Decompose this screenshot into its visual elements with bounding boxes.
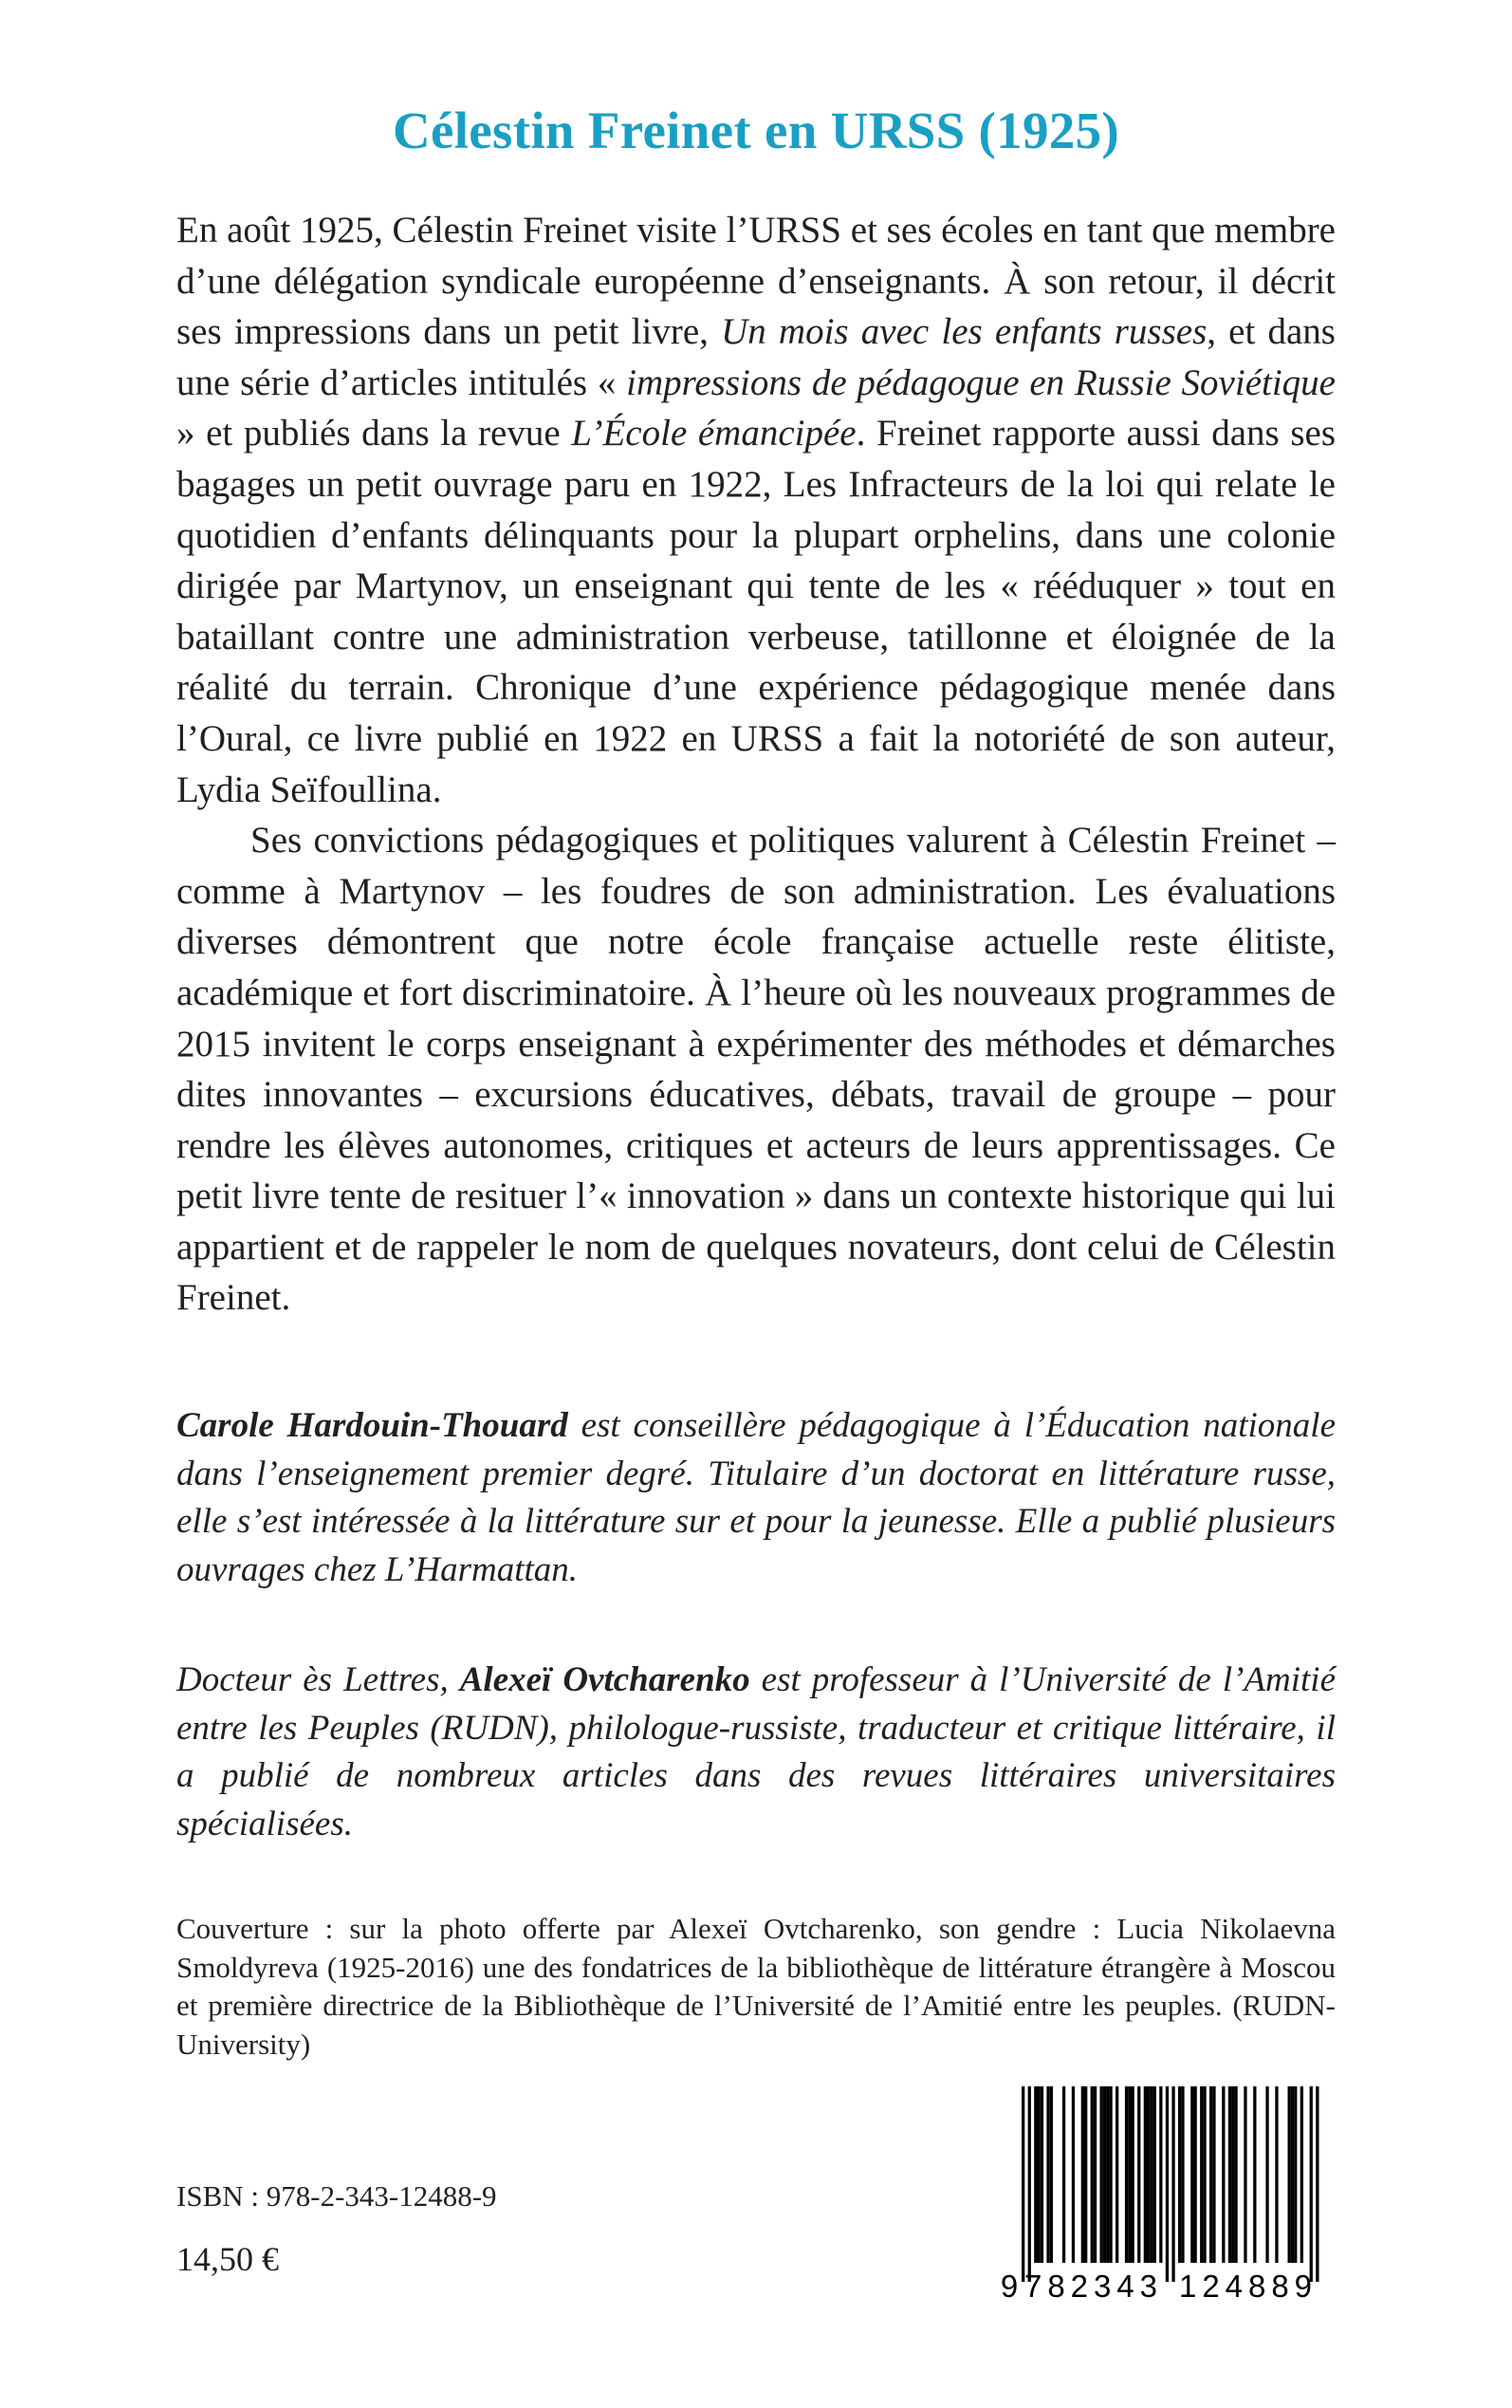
barcode-bar [1291,2086,1294,2263]
barcode-bar [1132,2086,1134,2263]
barcode-bar [1288,2086,1291,2263]
barcode-bar [1194,2086,1197,2263]
barcode-bar [1084,2086,1087,2263]
barcode-bar [1166,2086,1169,2282]
barcode-bar [1028,2086,1031,2282]
barcode-bar [1062,2086,1065,2263]
author-bio-hardouin [176,1402,1336,1594]
barcode-bar [1265,2086,1268,2263]
bold-name: Alexeï Ovtcharenko [459,1660,750,1699]
barcode-bar [1222,2086,1225,2263]
barcode-bar [1072,2086,1075,2263]
price: 14,50 € [176,2240,279,2278]
barcode-bar [1190,2086,1193,2263]
barcode-right-digits: 124889 [1179,2269,1312,2304]
barcode-bar [1050,2086,1053,2263]
cover-credit-text: Couverture : sur la photo offerte par Alexeï Ovtcharenko, son gendre : Lucia Nikolaevna Smoldyreva (1925-2016) une des fondatrices de la bibliothèque de littérature étrangère à Moscou et première directrice de la Bibliothèque de l’Université de l’Amitié entre les peuples. (RUDN-University) [176,1912,1336,2061]
barcode-bar [1200,2086,1203,2263]
barcode-bar [1316,2086,1318,2282]
barcode-bar [1310,2086,1313,2282]
barcode-bar [1125,2086,1128,2263]
italic-run: L’École émancipée [571,413,857,454]
barcode-bar [1046,2086,1049,2263]
barcode-bar [1244,2086,1246,2263]
isbn: ISBN : 978-2-343-12488-9 [176,2179,497,2213]
summary-paragraph-1: En août 1925, Célestin Freinet visite l’URSS et ses écoles en tant que membre d’une délégation syndicale européenne d’enseignants. À son retour, il décrit ses impressions dans un petit livre, Un mois avec les enfants russes, et dans une série d’articles intitulés « impressions de pédagogue en Russie Soviétique » et publiés dans la revue L’École émancipée. Freinet rapporte aussi dans ses bagages un petit ouvrage paru en 1922, Les Infracteurs de la loi qui relate le quotidien d’enfants délinquants pour la plupart orphelins, dans une colonie dirigée par Martynov, un enseignant qui tente de les « rééduquer » tout en bataillant contre une administration verbeuse, tatillonne et éloignée de la réalité du terrain. Chronique d’une expérience pédagogique menée dans l’Oural, ce livre publié en 1922 en URSS a fait la notoriété de son auteur, Lydia Seïfoullina. [176,210,1337,810]
barcode-bar [1038,2086,1041,2263]
barcode-graphic [999,2086,1336,2306]
barcode-bar [1081,2086,1084,2263]
barcode-bar [1094,2086,1097,2263]
barcode-bar [1022,2086,1024,2282]
barcode-bar [1153,2086,1156,2263]
barcode-bar [1041,2086,1043,2263]
barcode-bar [1144,2086,1147,2263]
barcode-bar [1300,2086,1303,2263]
barcode-bar [1253,2086,1256,2263]
summary-paragraph-2: Ses convictions pédagogiques et politiques valurent à Célestin Freinet – comme à Martynov – les foudres de son administration. Les évaluations diverses démontrent que notre école française actuelle reste élitiste, académique et fort discriminatoire. À l’heure où les nouveaux programmes de 2015 invitent le corps enseignant à expérimenter des méthodes et démarches dites innovantes – excursions éducatives, débats, travail de groupe – pour rendre les élèves autonomes, critiques et acteurs de leurs apprentissages. Ce petit livre tente de resituer l’« innovation » dans un contexte historique qui lui appartient et de rappeler le nom de quelques novateurs, dont celui de Célestin Freinet. [176,820,1336,1319]
barcode-bar [1203,2086,1206,2263]
barcode-bars [1022,2086,1319,2282]
author-bio-ovtcharenko [176,1657,1336,1848]
barcode-bar [1231,2086,1234,2263]
bold-name: Carole Hardouin-Thouard [176,1406,568,1445]
barcode-bar [1209,2086,1212,2263]
barcode-bar [1212,2086,1215,2263]
barcode-bar [1171,2086,1174,2282]
barcode-bar [1106,2086,1109,2263]
italic-run: Un mois avec les enfants russes [721,311,1208,353]
barcode-bar [1128,2086,1131,2263]
barcode [999,2086,1336,2306]
barcode-bar [1275,2086,1278,2263]
barcode-bar [1147,2086,1150,2263]
barcode-bar [1137,2086,1140,2263]
bio-paragraph: Carole Hardouin-Thouard est conseillère pédagogique à l’Éducation nationale dans l’enseignement premier degré. Titulaire d’un doctorat en littérature russe, elle s’est intéressée à la littérature sur et pour la jeunesse. Elle a publié plusieurs ouvrages chez L’Harmattan. [176,1406,1337,1589]
barcode-bar [1294,2086,1297,2263]
barcode-bar [1091,2086,1094,2263]
cover-credit [176,1910,1336,2064]
barcode-bar [1150,2086,1152,2263]
bio-paragraph: Docteur ès Lettres, Alexeï Ovtcharenko est professeur à l’Université de l’Amitié entre les Peuples (RUDN), philologue-russiste, traducteur et critique littéraire, il a publié de nombreux articles dans des revues littéraires universitaires spécialisées. [176,1660,1336,1843]
barcode-bar [1109,2086,1112,2263]
barcode-bar [1116,2086,1118,2263]
barcode-left-digits: 782343 [1024,2269,1157,2304]
summary [176,205,1336,1324]
barcode-bar [1234,2086,1237,2263]
barcode-bar [1228,2086,1231,2263]
barcode-lead-digit: 9 [1000,2269,1019,2304]
barcode-bar [1178,2086,1181,2263]
barcode-bar [1159,2086,1162,2263]
barcode-bar [1034,2086,1037,2263]
barcode-bar [1100,2086,1103,2263]
italic-run: impressions de pédagogue en Russie Soviétique [626,361,1336,403]
barcode-bar [1103,2086,1106,2263]
barcode-bar [1181,2086,1184,2263]
book-title: Célestin Freinet en URSS (1925) [393,102,1119,159]
